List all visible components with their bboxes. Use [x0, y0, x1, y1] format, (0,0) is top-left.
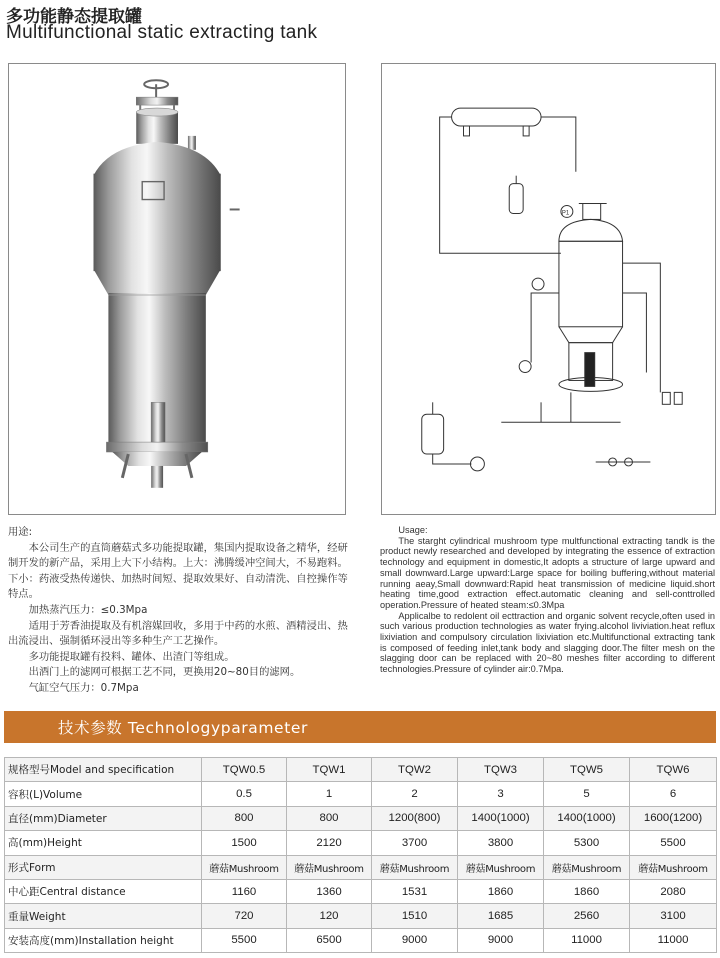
table-cell: 蘑菇Mushroom [458, 855, 544, 879]
table-cell: 0.5 [202, 782, 287, 806]
row-label: 重量Weight [5, 904, 202, 928]
table-cell: 2 [372, 782, 458, 806]
table-cell: 6500 [287, 928, 372, 952]
table-row [5, 879, 717, 903]
table-cell: 3 [458, 782, 544, 806]
table-cell: 1860 [458, 879, 544, 903]
table-cell: TQW0.5 [202, 758, 287, 782]
table-cell: 1510 [372, 904, 458, 928]
table-cell: 蘑菇Mushroom [202, 855, 287, 879]
table-cell: 3700 [372, 831, 458, 855]
table-cell: 蘑菇Mushroom [630, 855, 717, 879]
row-label: 高(mm)Height [5, 831, 202, 855]
table-row [5, 855, 717, 879]
row-label: 形式Form [5, 855, 202, 879]
piping-diagram [382, 64, 715, 514]
table-cell: TQW5 [544, 758, 630, 782]
page-title-cn: 多功能静态提取罐 [6, 7, 142, 27]
table-cell: 800 [202, 806, 287, 830]
usage-paragraph: 出酒门上的滤网可根据工艺不同，更换用20~80目的滤网。 [28, 666, 301, 679]
table-cell: 9000 [458, 928, 544, 952]
table-cell: 3100 [630, 904, 717, 928]
table-cell: 蘑菇Mushroom [287, 855, 372, 879]
usage-heading-en: Usage: [398, 525, 428, 535]
table-row [5, 831, 717, 855]
table-row [5, 758, 717, 782]
usage-paragraph: 多功能提取罐有投料、罐体、出渣门等组成。 [28, 650, 235, 663]
table-cell: 5500 [630, 831, 717, 855]
row-label: 规格型号Model and specification [5, 758, 202, 782]
section-header-band [4, 711, 716, 743]
table-cell: 1860 [544, 879, 630, 903]
row-label: 容积(L)Volume [5, 782, 202, 806]
row-label: 直径(mm)Diameter [5, 806, 202, 830]
table-cell: 800 [287, 806, 372, 830]
table-cell: TQW3 [458, 758, 544, 782]
usage-paragraph: 加热蒸汽压力：≤0.3Mpa [28, 603, 148, 616]
table-cell: TQW6 [630, 758, 717, 782]
table-cell: 1685 [458, 904, 544, 928]
usage-description-cn [8, 525, 348, 697]
table-cell: 720 [202, 904, 287, 928]
table-cell: 1200(800) [372, 806, 458, 830]
table-cell: 1360 [287, 879, 372, 903]
table-cell: 1400(1000) [544, 806, 630, 830]
spec-table [4, 757, 717, 953]
table-cell: 5500 [202, 928, 287, 952]
gauge-label: P1 [561, 210, 570, 217]
table-cell: 5 [544, 782, 630, 806]
usage-paragraph: 适用于芳香油提取及有机溶媒回收，多用于中药的水煎、酒精浸出、热出流浸出、强制循环浸出等多种生产工艺操作。 [8, 619, 348, 648]
section-title: 技术参数 Technologyparameter [58, 719, 308, 737]
usage-paragraph: The starght cylindrical mushroom type multfunctional extracting tandk is the product newly researched and developed by integrating the essence of extraction technology and equipment in domestic,It adopts a structure of large upward and small downward.Large upward:Large space for boiling buffering,without material running aeay,Small downward:Rapid heat transmission of medicine liquid.short heating time,good extraction effect.automatic cleaning and sell-conttrolled operation.Pressure of heated steam:≤0.3Mpa [380, 535, 715, 610]
process-schematic [381, 63, 716, 515]
usage-paragraph: Applicalbe to redolent oil ecttraction and organic solvent recycle,often used in such various production technologies as water frying.alcohol liviviation.heat reflux lixiviation and compulsory circulation lixiviation etc.Multifunctional extracting tank is composed of feeding inlet,tank body and slagging door.The filter mesh on the slagging door can be replaced with 20~80 meshes filter according to different technologies.Pressure of cylinder air:0.7Mpa. [380, 610, 715, 675]
table-cell: 3800 [458, 831, 544, 855]
table-cell: 11000 [544, 928, 630, 952]
table-row [5, 904, 717, 928]
table-row [5, 806, 717, 830]
page-title-en: Multifunctional static extracting tank [6, 22, 318, 43]
table-cell: 6 [630, 782, 717, 806]
table-cell: 1160 [202, 879, 287, 903]
table-row [5, 782, 717, 806]
table-cell: 2560 [544, 904, 630, 928]
usage-description-en [380, 525, 715, 675]
table-cell: 蘑菇Mushroom [372, 855, 458, 879]
table-cell: TQW1 [287, 758, 372, 782]
table-cell: 9000 [372, 928, 458, 952]
extracting-tank-illustration [9, 64, 345, 514]
product-photo [8, 63, 346, 515]
table-cell: TQW2 [372, 758, 458, 782]
table-cell: 蘑菇Mushroom [544, 855, 630, 879]
usage-paragraph: 气缸空气压力：0.7Mpa [28, 681, 139, 694]
table-cell: 2080 [630, 879, 717, 903]
table-cell: 1400(1000) [458, 806, 544, 830]
row-label: 安装高度(mm)Installation height [5, 928, 202, 952]
usage-paragraph: 本公司生产的直筒蘑菇式多功能提取罐，集国内提取设备之精华，经研制开发的新产品，采用上大下小结构。上大：沸腾缓冲空间大，不易跑料。下小：药液受热传递快、加热时间短、提取效果好、自动清洗、自控操作等特点。 [8, 541, 348, 601]
table-cell: 1500 [202, 831, 287, 855]
table-cell: 1 [287, 782, 372, 806]
table-row [5, 928, 717, 952]
table-cell: 120 [287, 904, 372, 928]
table-cell: 1600(1200) [630, 806, 717, 830]
usage-heading-cn: 用途: [8, 526, 33, 538]
table-cell: 2120 [287, 831, 372, 855]
row-label: 中心距Central distance [5, 879, 202, 903]
table-cell: 11000 [630, 928, 717, 952]
table-cell: 1531 [372, 879, 458, 903]
table-cell: 5300 [544, 831, 630, 855]
